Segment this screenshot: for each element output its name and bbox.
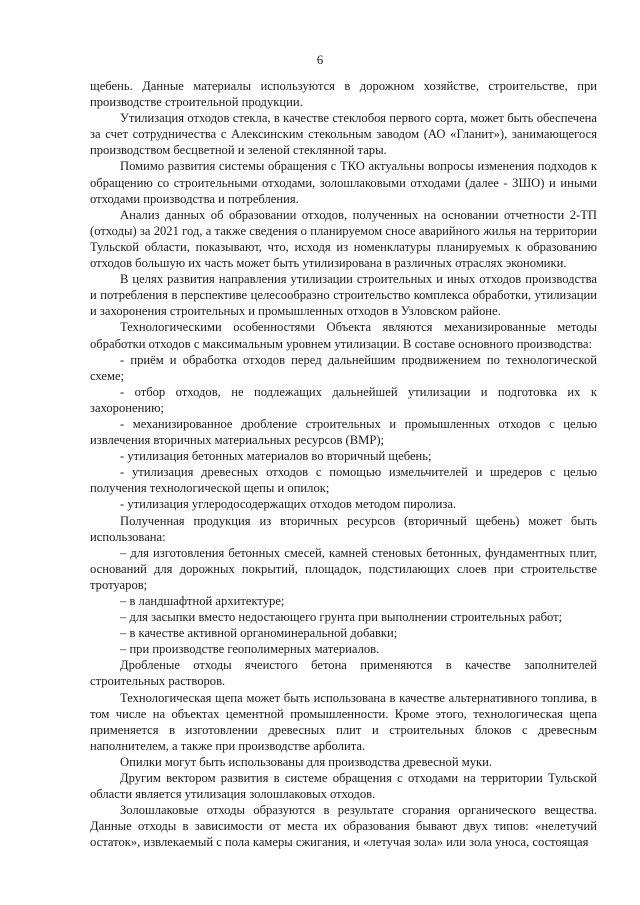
paragraph: Технологическими особенностями Объекта являются механизированные методы обработки отходов с максимальным уровнем утилизации. В составе основного производства: — [90, 320, 597, 351]
paragraph: Другим вектором развития в системе обращения с отходами на территории Тульской области является утилизация золошлаковых отходов. — [90, 771, 597, 802]
paragraph: Утилизация отходов стекла, в качестве стеклобоя первого сорта, может быть обеспечена за счет сотрудничества с Алексинским стекольным заводом (АО «Гланит»), занимающегося производством бесцветной и зеленой стеклянной тары. — [90, 111, 597, 158]
list-item: - отбор отходов, не подлежащих дальнейшей утилизации и подготовка их к захоронению; — [90, 384, 597, 415]
paragraph: Анализ данных об образовании отходов, полученных на основании отчетности 2-ТП (отходы) за 2021 год, а также сведения о планируемом сносе аварийного жилья на территории Тульской области, показывают, что, исходя из номенклатуры планируемых к образованию отходов большую их часть может быть утилизирована в различных отраслях экономики. — [90, 207, 597, 271]
list-item: – в качестве активной органоминеральной добавки; — [120, 626, 398, 641]
paragraph: Дробленые отходы ячеистого бетона применяются в качестве заполнителей строительных растворов. — [90, 658, 597, 689]
paragraph: В целях развития направления утилизации строительных и иных отходов производства и потребления в перспективе целесообразно строительство комплекса обработки, утилизации и захоронения строительных и промышленных отходов в Узловском районе. — [90, 272, 597, 319]
list-item: - утилизация древесных отходов с помощью измельчителей и шредеров с целью получения технологической щепы и опилок; — [90, 465, 597, 496]
list-item: - приём и обработка отходов перед дальнейшим продвижением по технологической схеме; — [90, 352, 597, 383]
paragraph: Помимо развития системы обращения с ТКО актуальны вопросы изменения подходов к обращению со строительными отходами, золошлаковыми отходами (далее - ЗШО) и иными отходами производства и потребления. — [90, 159, 597, 206]
paragraph: Технологическая щепа может быть использована в качестве альтернативного топлива, в том числе на объектах цементной промышленности. Кроме этого, технологическая щепа применяется в изготовлении древесных плит и строительных блоков с древесным наполнителем, а также при производстве арболита. — [90, 690, 597, 753]
list-item: - утилизация углеродосодержащих отходов методом пиролиза. — [120, 497, 457, 512]
page-number: 6 — [316, 53, 324, 67]
paragraph: Опилки могут быть использованы для производства древесной муки. — [120, 754, 493, 769]
list-item: – для изготовления бетонных смесей, камней стеновых бетонных, фундаментных плит, оснований для дорожных покрытий, площадок, подстилающих слоев при строительстве тротуаров; — [90, 545, 597, 592]
list-item: - механизированное дробление строительных и промышленных отходов с целью извлечения вторичных материальных ресурсов (ВМР); — [90, 416, 597, 448]
list-item: – при производстве геополимерных материалов. — [120, 642, 380, 657]
paragraph: щебень. Данные материалы используются в дорожном хозяйстве, строительстве, при производстве строительной продукции. — [90, 79, 597, 110]
list-item: – в ландшафтной архитектуре; — [120, 594, 285, 608]
list-item: – для засыпки вместо недостающего грунта при выполнении строительных работ; — [120, 610, 563, 625]
paragraph: Золошлаковые отходы образуются в результате сгорания органического вещества. Данные отходы в зависимости от места их образования бывают двух типов: «нелетучий остаток», извлекаемый с пола камеры сжигания, и «летучая зола» или зола уноса, состоящая — [90, 803, 597, 850]
paragraph: Полученная продукция из вторичных ресурсов (вторичный щебень) может быть использована: — [90, 513, 597, 544]
list-item: - утилизация бетонных материалов во вторичный щебень; — [120, 449, 432, 464]
document-body — [90, 78, 597, 851]
